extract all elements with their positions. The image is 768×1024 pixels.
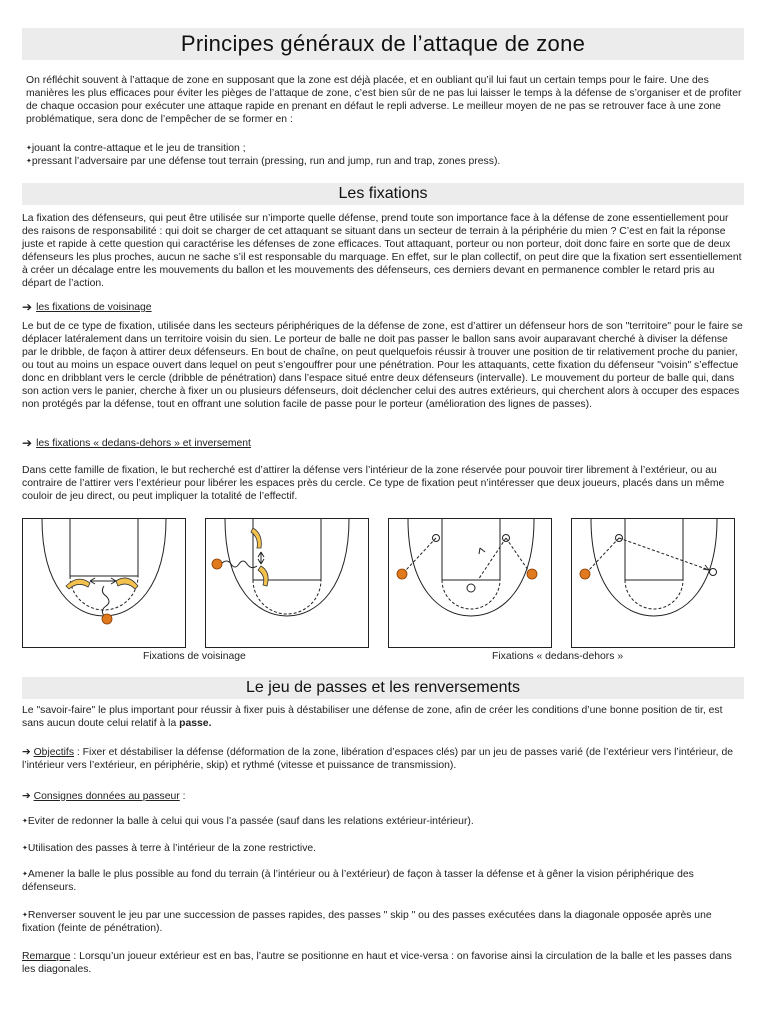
basketball-icon [102,614,112,624]
page-title: Principes généraux de l’attaque de zone [22,28,744,60]
basketball-icon [527,569,537,579]
right-arrow-icon: ➔ [22,300,33,314]
right-arrow-icon: ➔ [22,436,33,450]
intro-bullet-list [26,142,742,168]
consignes-suffix: : [179,791,186,802]
court-diagram-3 [388,518,552,648]
intro-paragraph: On réfléchit souvent à l’attaque de zone en supposant que la zone est déjà placée, et en oubliant qu’il lui faut un certain temps pour le faire. Une des manières les plus efficaces pour éviter les pièges de l’attaque de zone, c’est bien sûr de ne pas lui laisser le temps à la défense de s’organiser et de profiter de chaque occasion pour exécuter une attaque rapide en prenant en défaut le repli adverse. Le meilleur moyen de ne pas se retrouver face à une zone problématique, sera donc de l’empêcher de se former en : [26,75,742,125]
remarque-label: Remarque [22,951,71,962]
section-heading-fixations: Les fixations [22,183,744,205]
remarque-paragraph [22,950,744,976]
right-arrow-icon: ➔ [22,791,34,802]
voisinage-paragraph: Le but de ce type de fixation, utilisée dans les secteurs périphériques de la défense de zone, est d’attirer un défenseur hors de son "territoire" pour le faire se déplacer latéralement dans un territoire voisin du sien. Le porteur de balle ne doit pas passer le ballon sans avoir auparavant cherché à diviser la défense par le dribble, de façon à attirer deux défenseurs. En bout de chaîne, on peut quelquefois réussir à trouver une position de tir relativement proche du panier, ou tout au moins un espace ouvert dans lequel on peut s’engouffrer pour une pénétration. Pour les attaquants, cette fixation du défenseur "voisin" s’effectue donc en dribblant vers le cercle (dribble de pénétration) dans l’espace situé entre deux défenseurs (intervalle). Le mouvement du porteur de balle qui, dans son action vers le panier, cherche à fixer un ou plusieurs défenseurs, doit déclencher celui des autres extérieurs, qui cherchent alors à occuper des espaces non protégés par la défense, tout en offrant une solution facile de passe pour le porteur (amélioration des lignes de passes). [22,321,743,410]
objectifs-label: Objectifs [33,747,75,758]
remarque-text: : Lorsqu’un joueur extérieur est en bas, l’autre se positionne en haut et vice-versa : on favorise ainsi la circulation de la balle et les passes dans les diagonales. [22,951,732,975]
list-item: ✦ Renverser souvent le jeu par une succession de passes rapides, des passes " skip " ou des passes exécutées dans la diagonale opposée après une fixation (feinte de pénétration). [22,909,744,935]
caption-voisinage: Fixations de voisinage [143,651,246,662]
list-item: ✦ Utilisation des passes à terre à l’intérieur de la zone restrictive. [22,842,744,855]
fixations-paragraph: La fixation des défenseurs, qui peut être utilisée sur n’importe quelle défense, prend toute son importance face à la défense de zone essentiellement pour des raisons de responsabilité : qui doit se charger de cet attaquant se situant dans un secteur de terrain à la périphérie du mien ? C’est en fait la réponse juste et rapide à cette question qui caractérise les défenses de zone efficaces. Tout attaquant, porteur ou non porteur, doit donc faire en sorte que de deux défenseurs les plus proches, aucun ne sache s’il est responsable du marquage. En effet, sur le plan collectif, on peut dire que la fixation sert essentiellement à créer un décalage entre les mouvements du ballon et les mouvements des défenseurs, ces derniers devant en permanence combler le retard pris au départ de l’action. [22,213,742,289]
subheading-label: les fixations de voisinage [36,302,152,313]
subheading-dedans-dehors [22,436,251,451]
consignes-label: Consignes données au passeur [33,791,180,802]
passes-text: Le "savoir-faire" le plus important pour réussir à fixer puis à déstabiliser une défense de zone, afin de créer les conditions d’une bonne position de tir, est sans aucun doute celui relatif à la [22,705,723,729]
list-item: ✦ pressant l’adversaire par une défense tout terrain (pressing, run and jump, run and trap, zones press). [26,155,742,168]
basketball-icon [397,569,407,579]
right-arrow-icon: ➔ [22,747,34,758]
list-item: ✦ jouant la contre-attaque et le jeu de transition ; [26,142,742,155]
objectifs-paragraph [22,746,744,772]
passes-bold-word: passe. [179,718,212,729]
court-diagram-2 [205,518,369,648]
court-diagram-1 [22,518,186,648]
caption-dedans-dehors: Fixations « dedans-dehors » [492,651,624,662]
passes-paragraph [22,704,744,730]
section-heading-label: Le jeu de passes et les renversements [246,679,520,696]
consignes-heading [22,790,744,803]
court-diagram-4 [571,518,735,648]
subheading-voisinage [22,300,152,315]
basketball-icon [580,569,590,579]
basketball-icon [212,559,222,569]
section-heading-passes [22,677,744,699]
dedans-dehors-paragraph: Dans cette famille de fixation, le but recherché est d’attirer la défense vers l’intérieur de la zone réservée pour pouvoir tirer librement à l’extérieur, ou au contraire de l’attirer vers l’extérieur pour libérer les espaces près du cercle. Ce type de fixation peut n’intéresser que deux joueurs, placés dans un même couloir de jeu direct, ou peut impliquer la totalité de l’effectif. [22,465,725,502]
subheading-label: les fixations « dedans-dehors » et inversement [36,438,251,449]
list-item: ✦ Amener la balle le plus possible au fond du terrain (à l’intérieur ou à l’extérieur) de façon à tasser la défense et à gêner la vision périphérique des défenseurs. [22,868,744,894]
objectifs-text: : Fixer et déstabiliser la défense (déformation de la zone, libération d’espaces clés) par un jeu de passes varié (de l’extérieur vers l’intérieur, de l’intérieur vers l’extérieur, en périphérie, skip) et rythmé (vitesse et puissance de transmission). [22,747,734,771]
list-item: ✦ Eviter de redonner la balle à celui qui vous l’a passée (sauf dans les relations extérieur-intérieur). [22,815,744,828]
